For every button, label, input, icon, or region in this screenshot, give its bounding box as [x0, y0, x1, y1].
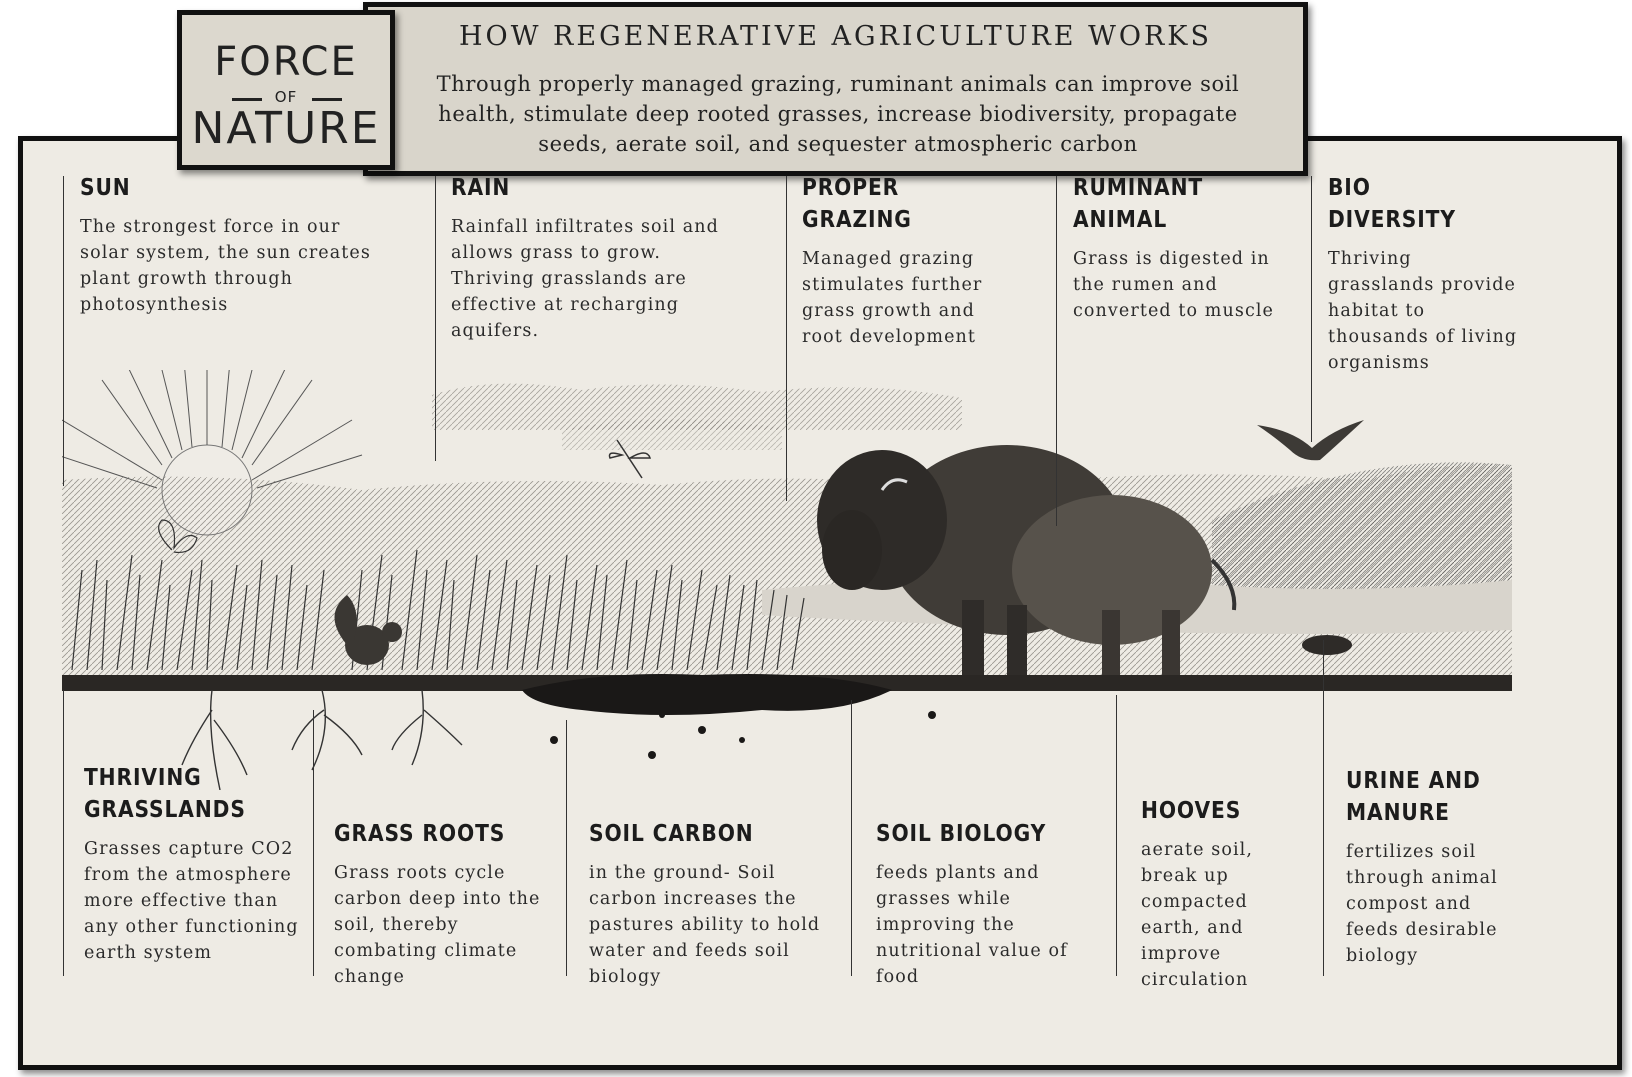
- label-sun-text: The strongest force in our solar system, the sun creates plant growth through photosynthesis: [80, 217, 371, 315]
- label-thriving-grasslands-text: Grasses capture CO2 from the atmosphere more effective than any other functioning earth system: [84, 839, 299, 963]
- soil-specks: [550, 711, 936, 759]
- label-rain-title: RAIN: [451, 175, 511, 201]
- label-ruminant-animal-text: Grass is digested in the rumen and converted to muscle: [1073, 249, 1275, 321]
- page-description: Through properly managed grazing, ruminant animals can improve soil health, stimulate deep rooted grasses, increase biodiversity, propagate seeds, aerate soil, and sequester atmospheric carbon: [436, 72, 1240, 156]
- label-urine-and-manure: [1346, 765, 1516, 969]
- label-soil-biology-text: feeds plants and grasses while improving the nutritional value of food: [876, 863, 1068, 987]
- manure-mound: [1302, 635, 1352, 655]
- label-ruminant-animal: [1073, 172, 1293, 324]
- label-bio-diversity-text: Thriving grasslands provide habitat to thousands of living organisms: [1328, 249, 1518, 373]
- leader-line-hooves: [1116, 695, 1117, 976]
- label-thriving-grasslands: [84, 762, 304, 966]
- label-bio-diversity: [1328, 172, 1518, 376]
- label-soil-biology: [876, 818, 1096, 990]
- leader-line-ruminant-animal: [1056, 176, 1057, 526]
- label-thriving-grasslands-title: THRIVING GRASSLANDS: [84, 765, 246, 823]
- label-rain-text: Rainfall infiltrates soil and allows grass to grow. Thriving grasslands are effective at recharging aquifers.: [451, 217, 719, 341]
- label-grass-roots-title: GRASS ROOTS: [334, 821, 506, 847]
- label-ruminant-animal-title: RUMINANT ANIMAL: [1073, 175, 1204, 233]
- label-grass-roots: [334, 818, 554, 990]
- logo-line-force: FORCE: [214, 39, 358, 85]
- logo-line-nature: NATURE: [191, 103, 381, 154]
- label-hooves: [1141, 795, 1291, 993]
- page-title: HOW REGENERATIVE AGRICULTURE WORKS: [459, 21, 1212, 52]
- force-of-nature-logo: [177, 10, 395, 170]
- logo-dash-right: [312, 98, 342, 101]
- leader-line-bio-diversity: [1311, 176, 1312, 442]
- clouds: [432, 384, 962, 450]
- logo-line-of: OF: [274, 88, 298, 106]
- leader-line-soil-carbon: [566, 720, 567, 976]
- label-urine-and-manure-text: fertilizes soil through animal compost and feeds desirable biology: [1346, 842, 1498, 966]
- leader-line-urine-and-manure: [1323, 640, 1324, 976]
- leader-line-rain: [435, 176, 436, 461]
- leader-line-sun: [63, 176, 64, 486]
- header-card: [363, 2, 1308, 176]
- soil-carbon-patch: [522, 674, 892, 715]
- label-soil-carbon-title: SOIL CARBON: [589, 821, 754, 847]
- label-soil-biology-title: SOIL BIOLOGY: [876, 821, 1047, 847]
- label-bio-diversity-title: BIO DIVERSITY: [1328, 175, 1456, 233]
- label-grass-roots-text: Grass roots cycle carbon deep into the soil, thereby combating climate change: [334, 863, 541, 987]
- label-proper-grazing: [802, 172, 1012, 350]
- leader-line-thriving-grasslands: [63, 690, 64, 976]
- label-rain: [451, 172, 751, 344]
- leader-line-soil-biology: [851, 700, 852, 976]
- landscape-illustration: [62, 370, 1582, 790]
- label-hooves-title: HOOVES: [1141, 798, 1242, 824]
- label-urine-and-manure-title: URINE AND MANURE: [1346, 768, 1481, 826]
- label-sun: [80, 172, 380, 318]
- label-soil-carbon-text: in the ground- Soil carbon increases the pastures ability to hold water and feeds soil biology: [589, 863, 821, 987]
- label-sun-title: SUN: [80, 175, 131, 201]
- leader-line-grass-roots: [313, 710, 314, 976]
- leader-line-proper-grazing: [786, 176, 787, 501]
- label-proper-grazing-text: Managed grazing stimulates further grass growth and root development: [802, 249, 983, 347]
- label-hooves-text: aerate soil, break up compacted earth, and improve circulation: [1141, 840, 1254, 990]
- label-soil-carbon: [589, 818, 839, 990]
- label-proper-grazing-title: PROPER GRAZING: [802, 175, 912, 233]
